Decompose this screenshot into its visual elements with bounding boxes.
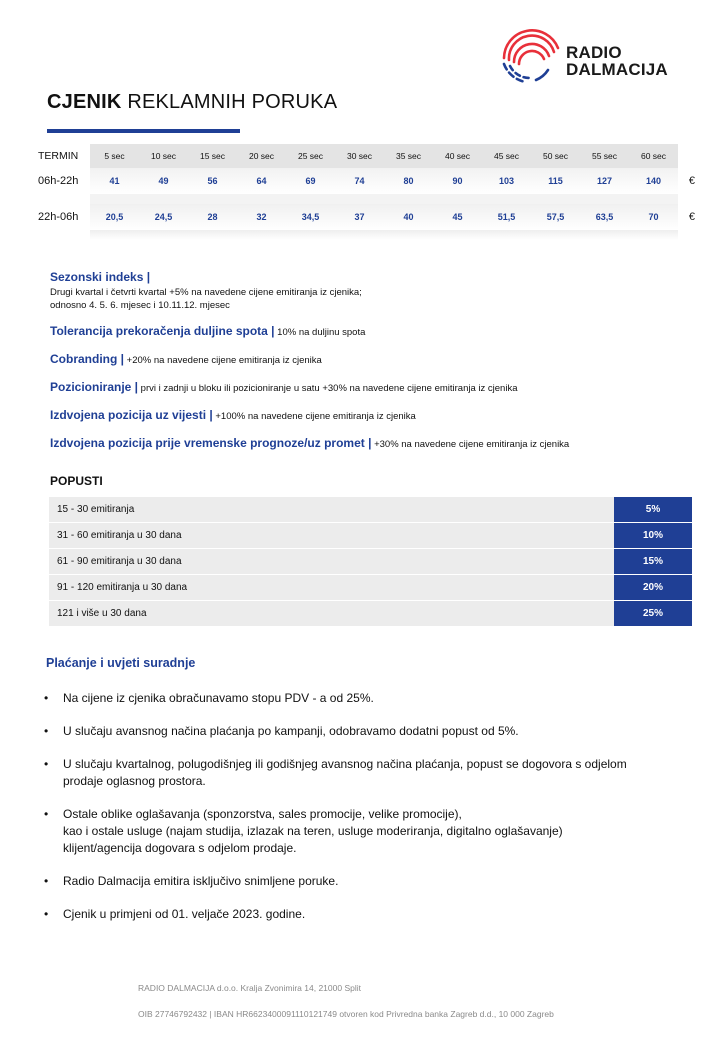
duration-header-cell: 10 sec [150,151,177,161]
info-item-tolerancija [50,322,690,340]
duration-header-cell: 50 sec [542,151,569,161]
discount-label: 91 - 120 emitiranja u 30 dana [49,575,614,600]
info-item-head: Tolerancija prekoračenja duljine spota | [50,324,275,338]
price-cell: 51,5 [497,212,516,222]
bullet-line: U slučaju kvartalnog, polugodišnjeg ili godišnjeg avansnog načina plaćanja, popust se dogovora s odjelom [63,757,627,771]
info-item-text: +100% na navedene cijene emitiranja iz cjenika [212,411,416,422]
bullet-text [63,873,684,890]
price-cell: 74 [354,176,365,186]
discount-table [49,497,692,627]
duration-header-cells [90,144,678,168]
discount-label: 15 - 30 emitiranja [49,497,614,522]
bullet-text [63,723,684,740]
duration-header-cell: 30 sec [346,151,373,161]
duration-header-cell: 60 sec [640,151,667,161]
radio-dalmacija-logo [496,26,696,86]
discount-row [49,523,692,548]
discount-value: 25% [614,601,692,626]
price-cell: 90 [452,176,463,186]
price-cell: 32 [256,212,267,222]
footer-bank: OIB 27746792432 | IBAN HR6623400091110121749 otvoren kod Privredna banka Zagreb d.d., 10 000 Zagreb [138,1009,554,1019]
price-cell: 127 [596,176,613,186]
price-cell: 56 [207,176,218,186]
info-item-text: +20% na navedene cijene emitiranja iz cjenika [124,355,322,366]
price-cell: 70 [648,212,659,222]
bullet-text [63,756,684,790]
info-item-cobranding [50,350,690,368]
discount-label: 121 i više u 30 dana [49,601,614,626]
duration-header-cell: 45 sec [493,151,520,161]
sezonski-head: Sezonski indeks | [50,270,151,284]
bullet-text [63,690,684,707]
price-row-night [38,204,700,230]
discount-value: 20% [614,575,692,600]
bullet-line: klijent/agencija dogovara s odjelom prodaje. [63,841,297,855]
payment-bullets [44,690,684,923]
currency-day: € [688,175,695,187]
footer-address: RADIO DALMACIJA d.o.o. Kralja Zvonimira 14, 21000 Split [138,983,361,993]
payment-bullet [44,690,684,707]
page-title-rest: REKLAMNIH PORUKA [121,91,338,113]
info-item-text: prvi i zadnji u bloku ili pozicioniranje u satu +30% na navedene cijene emitiranja iz cjenika [138,383,518,394]
duration-header-cell: 15 sec [199,151,226,161]
row-spacer [38,194,700,204]
price-cell: 34,5 [301,212,320,222]
termin-label: TERMIN [38,150,79,162]
discount-value: 5% [614,497,692,522]
table-fade [90,230,678,240]
price-cell: 37 [354,212,365,222]
logo-wordmark [566,44,668,78]
duration-header-cell: 35 sec [395,151,422,161]
bullet-text [63,906,684,923]
bullet-line: Radio Dalmacija emitira isključivo snimljene poruke. [63,874,339,888]
popusti-title: POPUSTI [50,474,103,488]
price-cell: 103 [498,176,515,186]
payment-bullet [44,806,684,857]
duration-header-cell: 25 sec [297,151,324,161]
logo-line-1: RADIO [566,43,622,62]
price-cell: 45 [452,212,463,222]
logo-line-2: DALMACIJA [566,60,668,79]
discount-row [49,497,692,522]
price-cell: 20,5 [105,212,124,222]
discount-value: 15% [614,549,692,574]
title-underline [47,129,240,133]
duration-header-cell: 20 sec [248,151,275,161]
bullet-line: Na cijene iz cjenika obračunavamo stopu PDV - a od 25%. [63,691,374,705]
price-table-header [38,144,700,168]
bullet-line: kao i ostale usluge (najam studija, izlazak na teren, usluge moderiranja, digitalno oglašavanje) [63,824,563,838]
duration-header-cell: 40 sec [444,151,471,161]
info-item-vijesti [50,406,690,424]
price-cell: 49 [158,176,169,186]
duration-header-cell: 5 sec [104,151,125,161]
price-cell: 40 [403,212,414,222]
bullet-dot-icon: • [44,691,49,705]
currency-night: € [688,211,695,223]
row-label-day: 06h-22h [38,175,79,187]
duration-header-cell: 55 sec [591,151,618,161]
discount-label: 61 - 90 emitiranja u 30 dana [49,549,614,574]
payment-bullet [44,756,684,790]
bullet-line: Cjenik u primjeni od 01. veljače 2023. godine. [63,907,306,921]
info-item-prognoza [50,434,690,452]
payment-bullet [44,906,684,923]
bullet-line: prodaje oglasnog prostora. [63,774,206,788]
info-item-head: Cobranding | [50,352,125,366]
bullet-line: U slučaju avansnog načina plaćanja po kampanji, odobravamo dodatni popust od 5%. [63,724,519,738]
payment-bullet [44,873,684,890]
price-cells-day [90,168,678,194]
info-item-text: +30% na navedene cijene emitiranja iz cjenika [371,439,570,450]
price-cell: 115 [548,176,563,186]
bullet-line: Ostale oblike oglašavanja (sponzorstva, sales promocije, velike promocije), [63,807,462,821]
price-cell: 140 [645,176,662,186]
price-cell: 64 [256,176,267,186]
sezonski-indeks [50,270,690,312]
bullet-dot-icon: • [44,807,49,821]
logo-arcs-icon [496,26,566,86]
info-item-head: Izdvojena pozicija prije vremenske prognoze/uz promet | [50,436,372,450]
bullet-dot-icon: • [44,874,49,888]
bullet-dot-icon: • [44,757,49,771]
price-cell: 41 [109,176,120,186]
discount-row [49,575,692,600]
price-table [38,144,700,240]
price-cell: 80 [403,176,414,186]
page-title-bold: CJENIK [47,91,122,113]
sezonski-line-1: Drugi kvartal i četvrti kvartal +5% na navedene cijene emitiranja iz cjenika; [50,287,362,298]
price-cells-night [90,204,678,230]
price-cell: 57,5 [546,212,565,222]
discount-value: 10% [614,523,692,548]
price-cell: 28 [207,212,218,222]
info-item-head: Pozicioniranje | [50,380,139,394]
discount-label: 31 - 60 emitiranja u 30 dana [49,523,614,548]
bullet-text [63,806,684,857]
payment-title: Plaćanje i uvjeti suradnje [46,656,196,670]
info-item-pozicioniranje [50,378,690,396]
discount-row [49,601,692,626]
payment-bullet [44,723,684,740]
info-item-head: Izdvojena pozicija uz vijesti | [50,408,213,422]
page-title [47,91,337,114]
price-row-day [38,168,700,194]
price-cell: 69 [305,176,316,186]
bullet-dot-icon: • [44,724,49,738]
price-cell: 63,5 [595,212,614,222]
row-label-night: 22h-06h [38,211,79,223]
price-cell: 24,5 [154,212,173,222]
sezonski-line-2: odnosno 4. 5. 6. mjesec i 10.11.12. mjesec [50,300,230,311]
info-item-text: 10% na duljinu spota [274,327,366,338]
discount-row [49,549,692,574]
bullet-dot-icon: • [44,907,49,921]
